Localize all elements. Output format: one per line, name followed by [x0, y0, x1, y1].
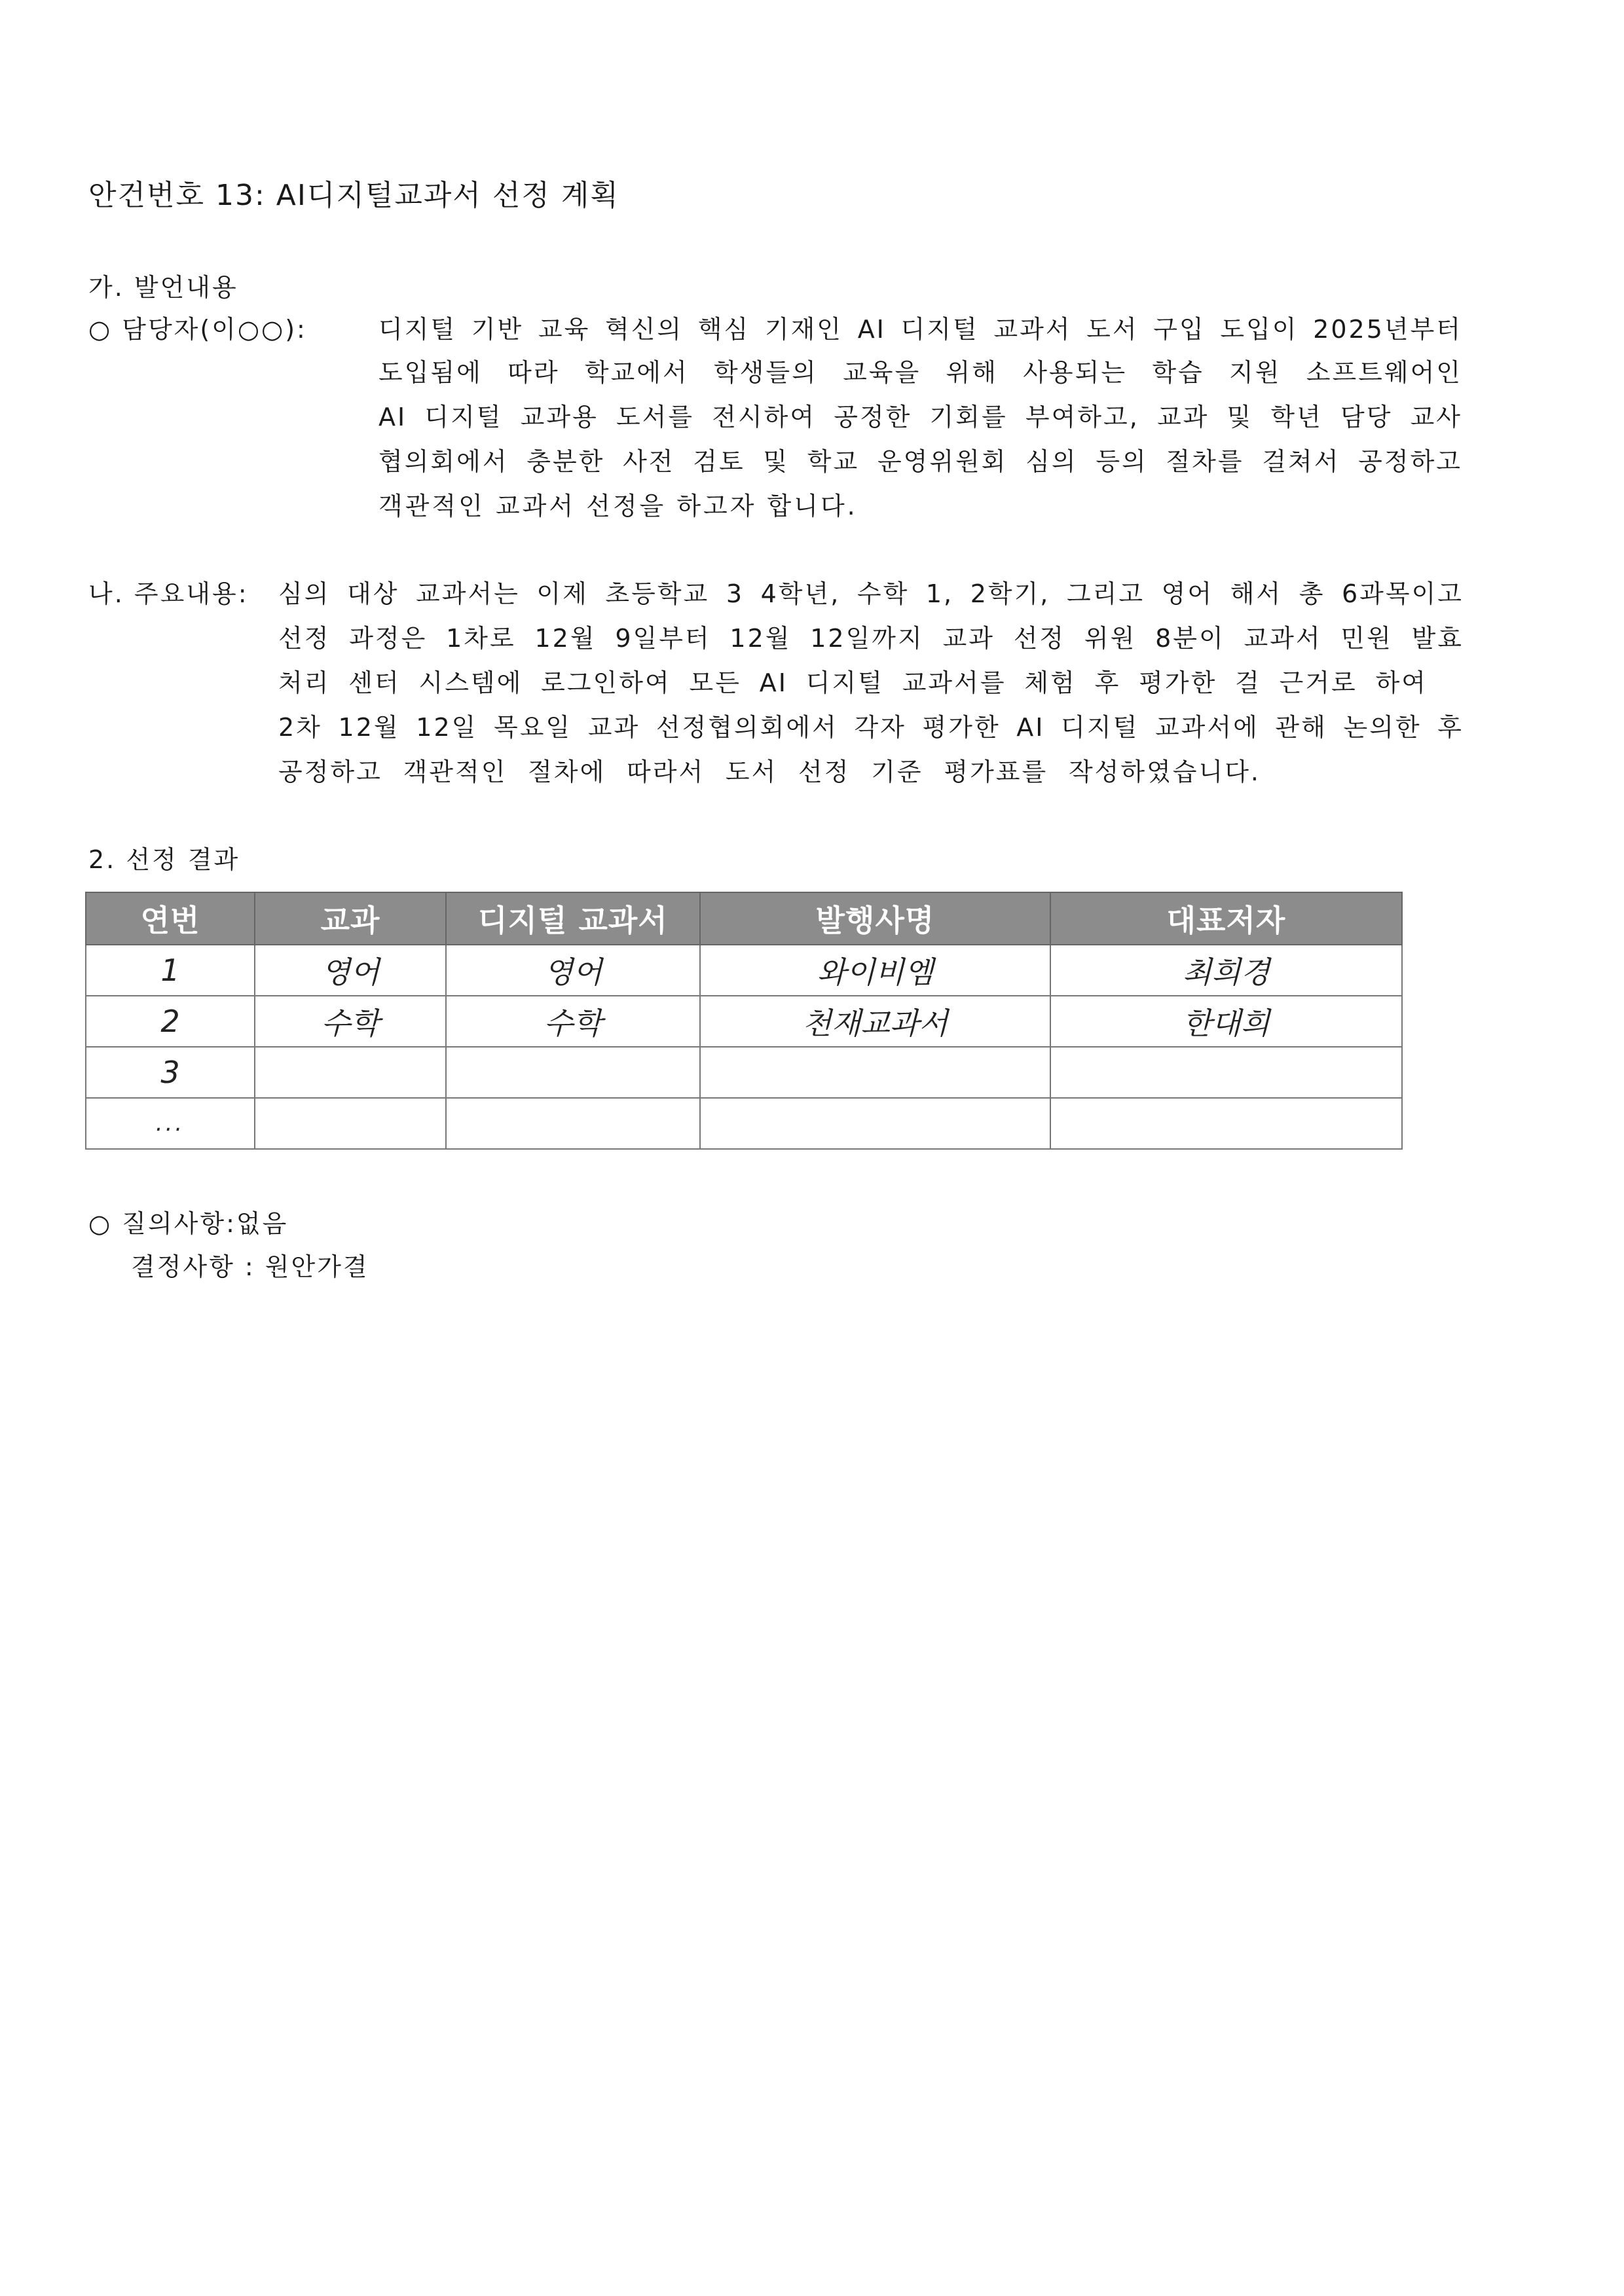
- table-row: [86, 1098, 1402, 1149]
- cell-publisher: 천재교과서: [700, 996, 1050, 1047]
- cell-subject: 영어: [255, 945, 446, 996]
- cell-digital-textbook: [446, 1047, 700, 1098]
- cell-digital-textbook: [446, 1098, 700, 1149]
- table-row: [86, 945, 1402, 996]
- header-author: 대표저자: [1050, 892, 1402, 945]
- section-na-heading: 나. 주요내용:: [88, 579, 249, 608]
- decision-line: 결정사항 : 원안가결: [131, 1252, 369, 1281]
- cell-author: 한대희: [1050, 996, 1402, 1047]
- table-row: [86, 1047, 1402, 1098]
- content-line: 처리 센터 시스템에 로그인하여 모든 AI 디지털 교과서를 체험 후 평가한 걸 근거로 하여: [278, 668, 1428, 697]
- question-line: ○ 질의사항:없음: [88, 1209, 289, 1238]
- cell-serial: 1: [86, 945, 255, 996]
- statement-line: 협의회에서 충분한 사전 검토 및 학교 운영위원회 심의 등의 절차를 걸쳐서 공정하고: [378, 447, 1462, 476]
- section-ga-heading: 가. 발언내용: [88, 273, 238, 302]
- header-serial: 연번: [86, 892, 255, 945]
- content-line: 2차 12월 12일 목요일 교과 선정협의회에서 각자 평가한 AI 디지털 교과서에 관해 논의한 후: [278, 713, 1464, 742]
- cell-serial: ...: [86, 1098, 255, 1149]
- table-row: [86, 996, 1402, 1047]
- table-header-row: [86, 892, 1402, 945]
- agenda-title: 안건번호 13: AI디지털교과서 선정 계획: [88, 179, 619, 212]
- cell-digital-textbook: 수학: [446, 996, 700, 1047]
- header-publisher: 발행사명: [700, 892, 1050, 945]
- result-table: [85, 892, 1403, 1150]
- cell-author: [1050, 1047, 1402, 1098]
- cell-publisher: 와이비엠: [700, 945, 1050, 996]
- cell-author: 최희경: [1050, 945, 1402, 996]
- cell-subject: [255, 1047, 446, 1098]
- cell-subject: [255, 1098, 446, 1149]
- cell-subject: 수학: [255, 996, 446, 1047]
- cell-serial: 3: [86, 1047, 255, 1098]
- cell-serial: 2: [86, 996, 255, 1047]
- cell-publisher: [700, 1047, 1050, 1098]
- speaker-label: ○ 담당자(이○○):: [88, 315, 307, 344]
- header-subject: 교과: [255, 892, 446, 945]
- content-line: 심의 대상 교과서는 이제 초등학교 3 4학년, 수학 1, 2학기, 그리고 영어 해서 총 6과목이고: [278, 579, 1464, 608]
- statement-line: 도입됨에 따라 학교에서 학생들의 교육을 위해 사용되는 학습 지원 소프트웨어인: [378, 358, 1462, 387]
- statement-line: 디지털 기반 교육 혁신의 핵심 기재인 AI 디지털 교과서 도서 구입 도입이 2025년부터: [378, 315, 1462, 344]
- cell-publisher: [700, 1098, 1050, 1149]
- cell-author: [1050, 1098, 1402, 1149]
- cell-digital-textbook: 영어: [446, 945, 700, 996]
- content-line: 선정 과정은 1차로 12월 9일부터 12월 12일까지 교과 선정 위원 8분이 교과서 민원 발효: [278, 624, 1464, 653]
- section-result-heading: 2. 선정 결과: [88, 845, 240, 874]
- content-line: 공정하고 객관적인 절차에 따라서 도서 선정 기준 평가표를 작성하였습니다.: [278, 757, 1261, 786]
- header-digital-textbook: 디지털 교과서: [446, 892, 700, 945]
- statement-line: 객관적인 교과서 선정을 하고자 합니다.: [378, 492, 858, 520]
- statement-line: AI 디지털 교과용 도서를 전시하여 공정한 기회를 부여하고, 교과 및 학년 담당 교사: [378, 403, 1462, 431]
